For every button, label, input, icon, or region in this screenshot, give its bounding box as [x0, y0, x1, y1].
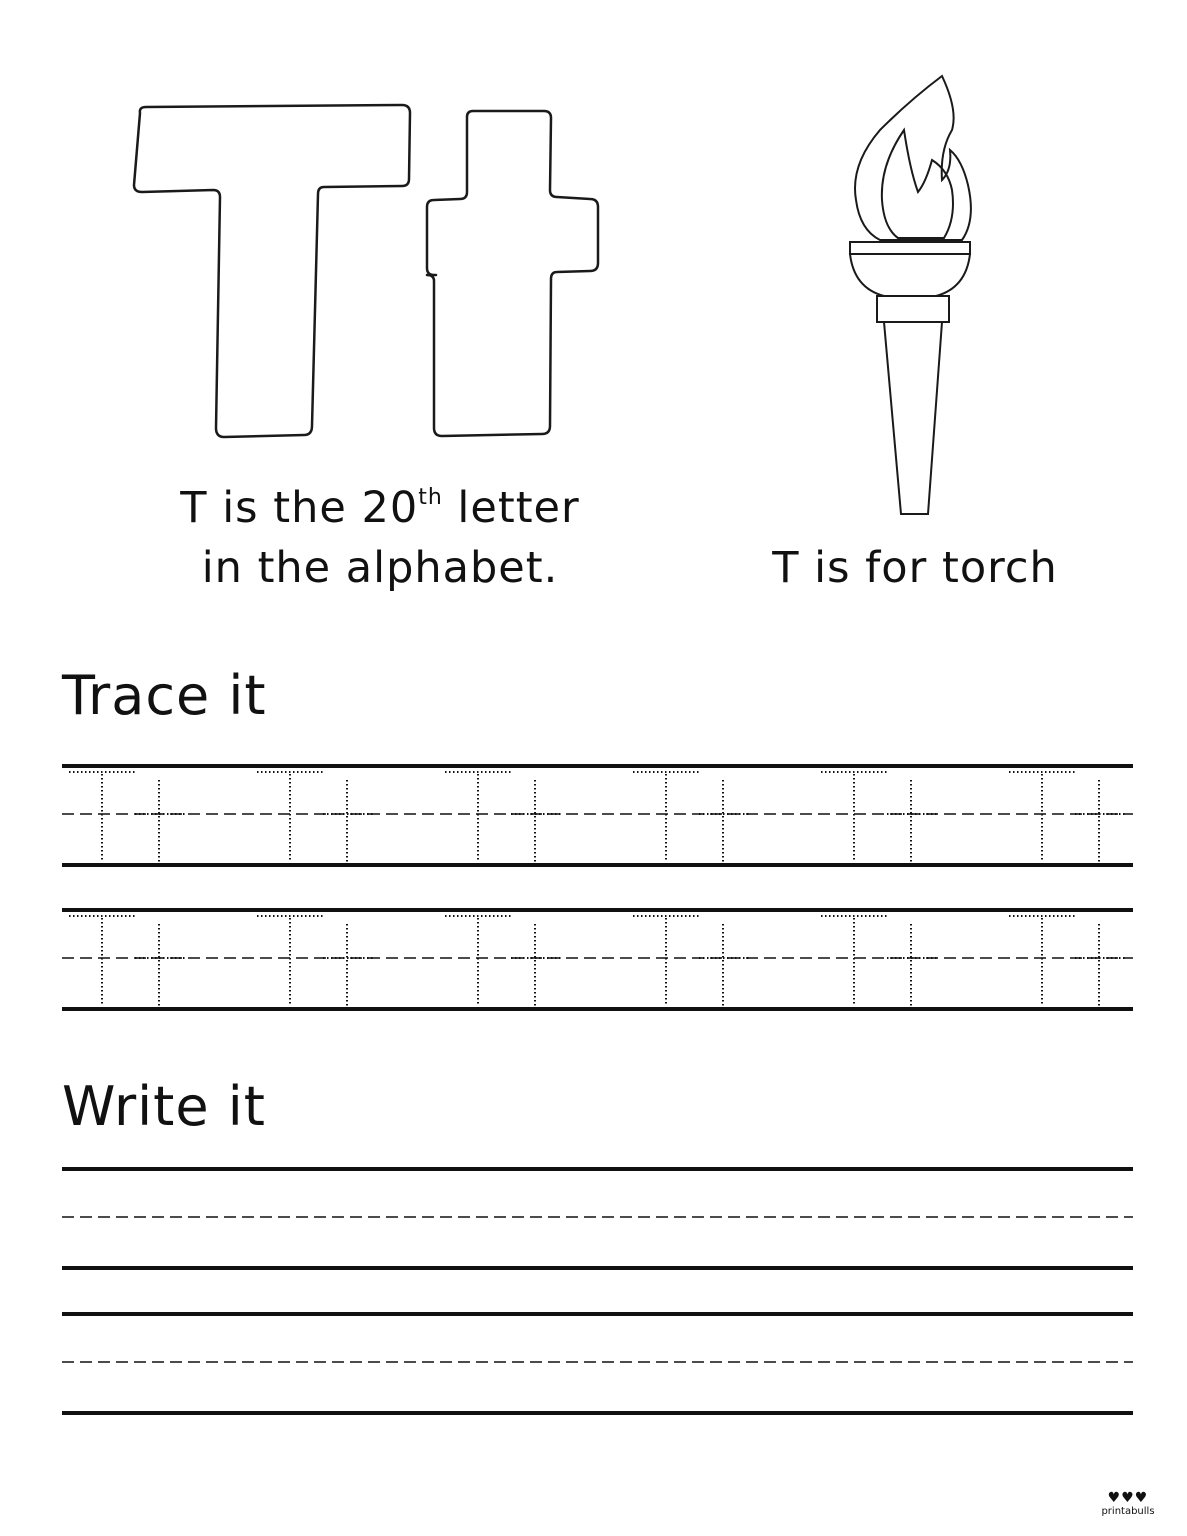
- trace-letter-lowercase: [135, 780, 187, 862]
- trace-letter-uppercase: [69, 772, 135, 862]
- trace-letter-lowercase: [887, 780, 939, 862]
- trace-letter-uppercase: [1009, 916, 1075, 1006]
- trace-letter-uppercase: [821, 772, 887, 862]
- trace-letter-uppercase: [633, 772, 699, 862]
- trace-letter-uppercase: [257, 916, 323, 1006]
- trace-letter-lowercase: [699, 924, 751, 1006]
- trace-letter-lowercase: [135, 924, 187, 1006]
- trace-letter-uppercase: [821, 916, 887, 1006]
- fact-prefix: T is the 20: [180, 483, 419, 533]
- trace-letter-lowercase: [323, 780, 375, 862]
- trace-letter-uppercase: [1009, 772, 1075, 862]
- trace-letter-uppercase: [633, 916, 699, 1006]
- trace-section-title: Trace it: [62, 664, 267, 727]
- trace-letter-lowercase: [699, 780, 751, 862]
- trace-letter-uppercase: [445, 916, 511, 1006]
- bull-logo-icon: ♥♥♥: [1107, 1490, 1149, 1506]
- write-section-title: Write it: [62, 1075, 266, 1138]
- brand-name: printabulls: [1101, 1506, 1155, 1517]
- trace-letter-uppercase: [257, 772, 323, 862]
- word-fact: T is for torch: [772, 543, 1058, 593]
- trace-letter-lowercase: [511, 924, 563, 1006]
- trace-letter-uppercase: [69, 916, 135, 1006]
- letter-fact-line-2: in the alphabet.: [201, 543, 559, 593]
- trace-letter-lowercase: [1075, 924, 1127, 1006]
- fact-suffix: letter: [442, 483, 580, 533]
- printabulls-logo: [1098, 1490, 1158, 1518]
- trace-letter-lowercase: [323, 924, 375, 1006]
- trace-letter-lowercase: [887, 924, 939, 1006]
- trace-letter-uppercase: [445, 772, 511, 862]
- trace-letter-lowercase: [511, 780, 563, 862]
- trace-letter-lowercase: [1075, 780, 1127, 862]
- fact-ordinal-suffix: th: [418, 485, 443, 510]
